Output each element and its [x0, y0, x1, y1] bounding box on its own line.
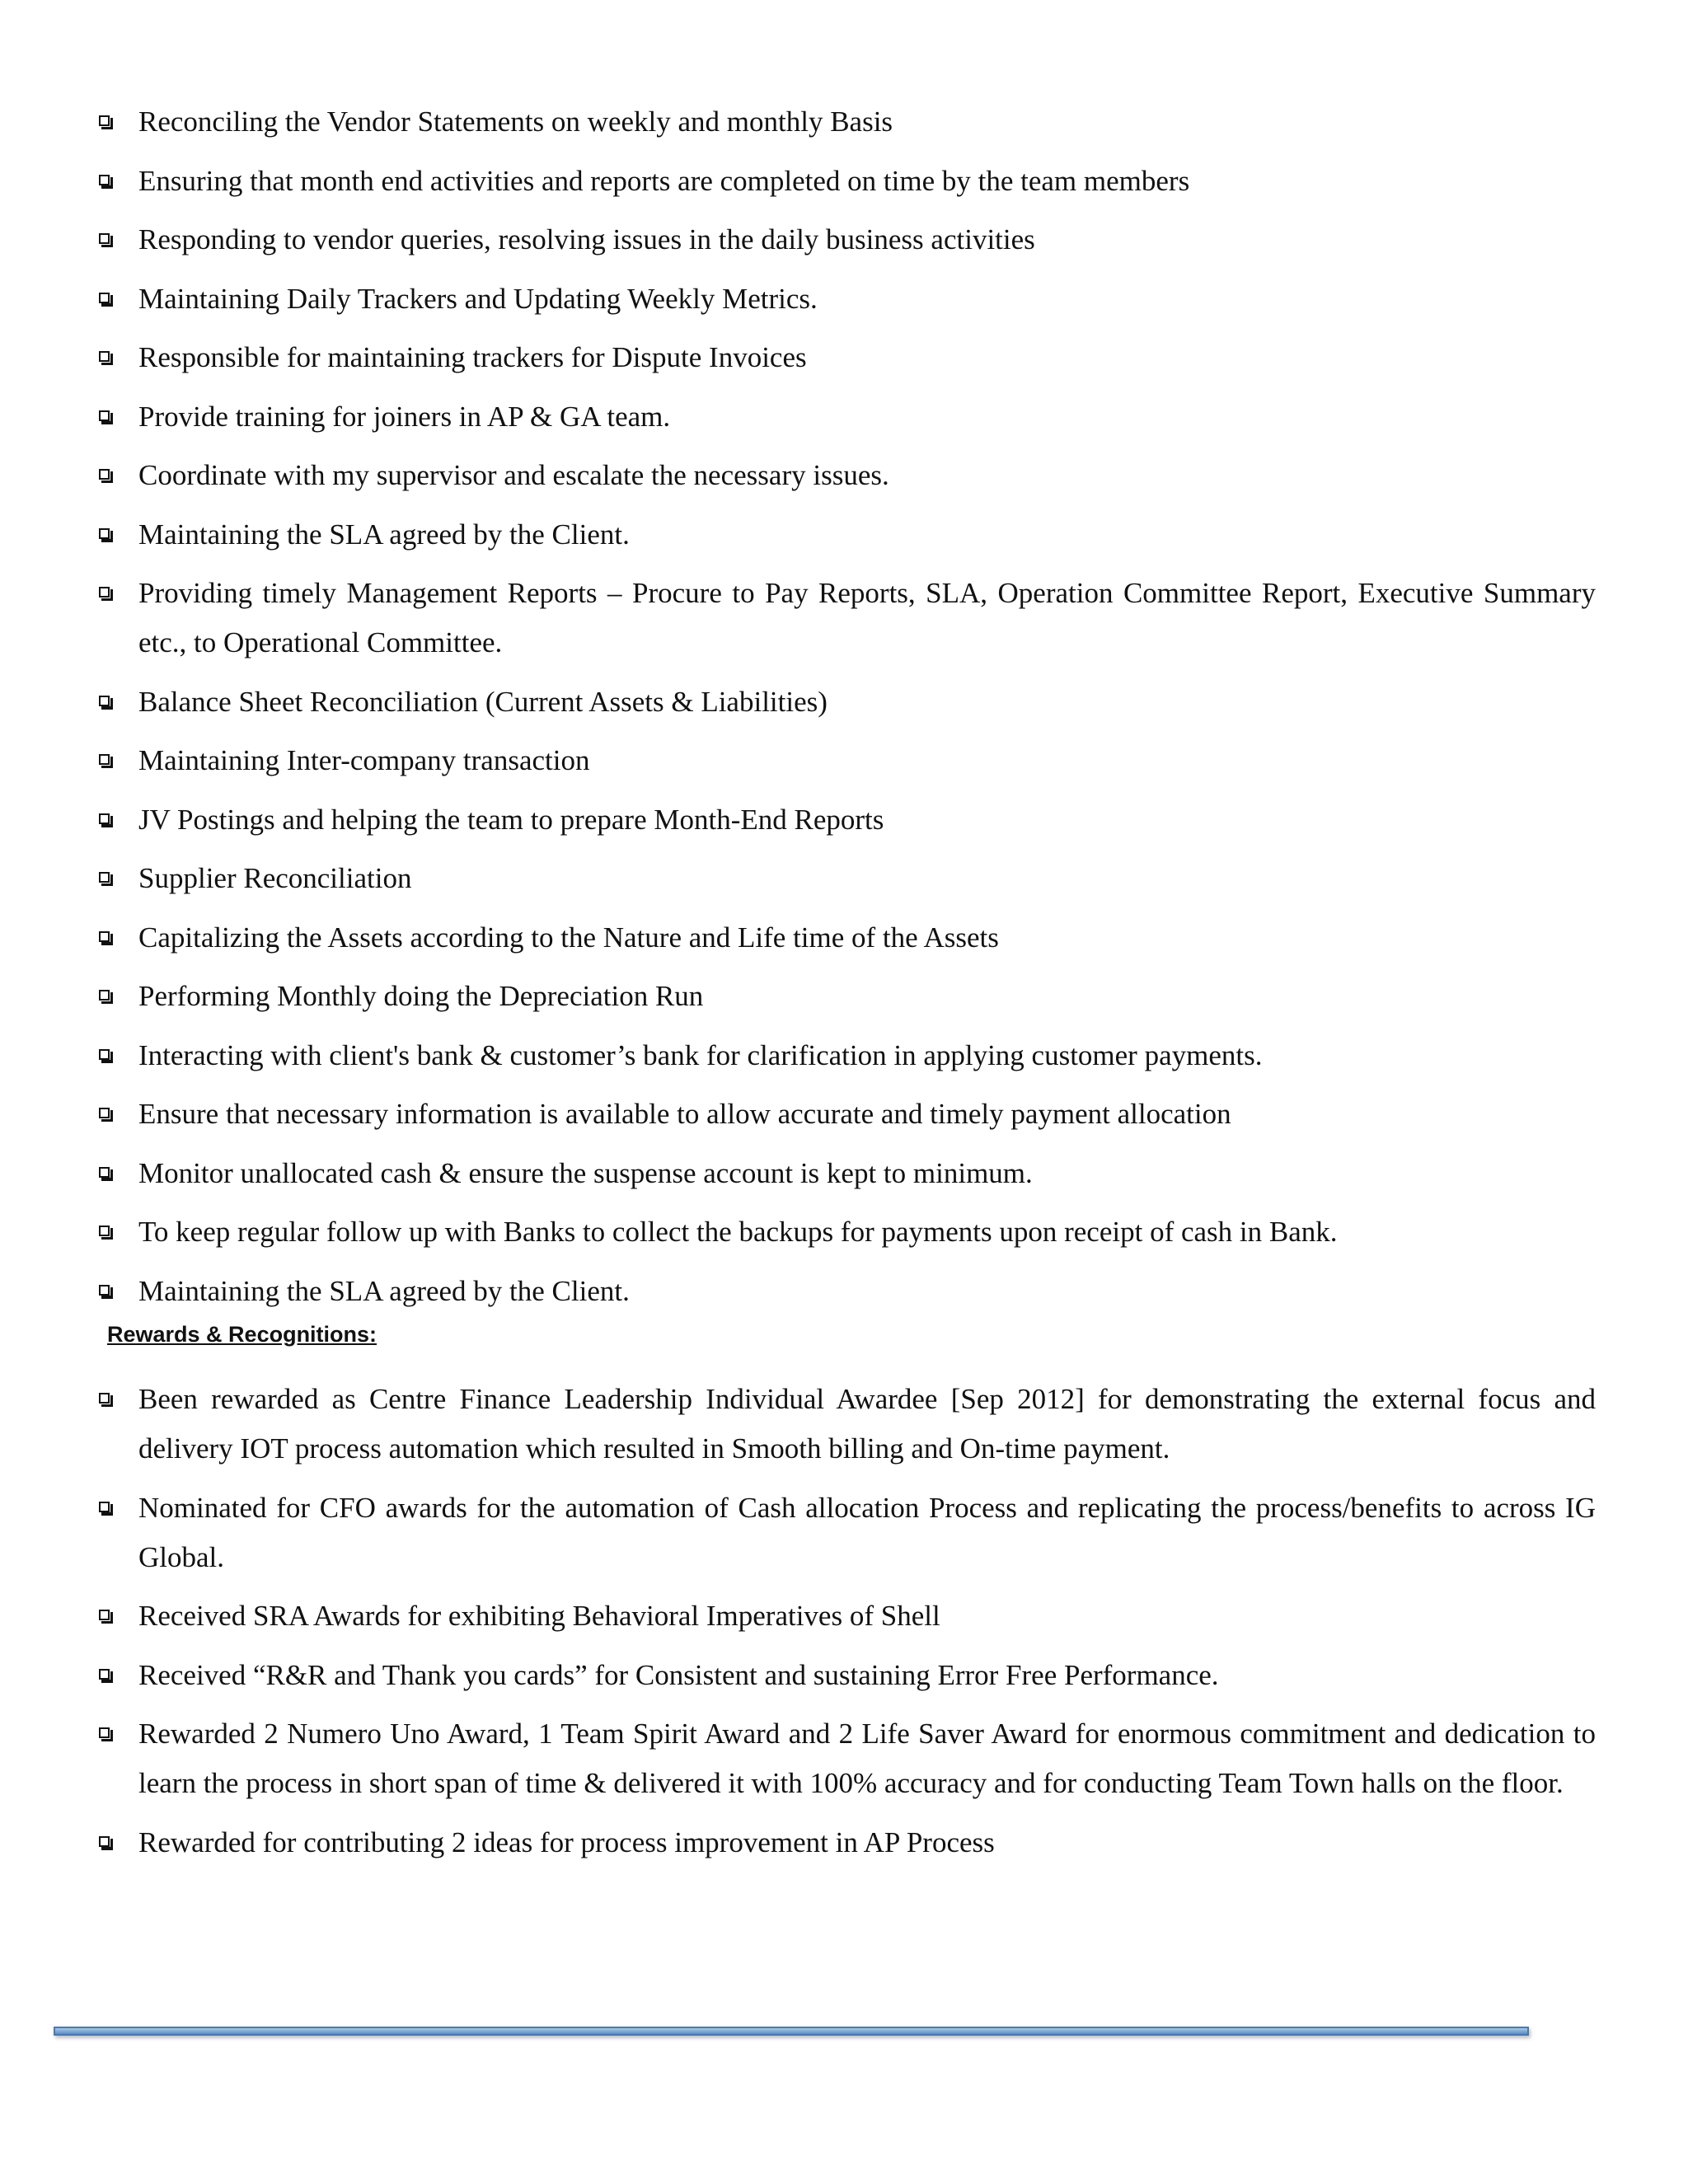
list-item-text: Been rewarded as Centre Finance Leadership Individual Awardee [Sep 2012] for demonstrating the external focus and delivery IOT process automation which resulted in Smooth billing and On-time payment.: [138, 1383, 1596, 1465]
checkbox-bullet-icon: [99, 1727, 110, 1738]
list-item-text: Ensuring that month end activities and reports are completed on time by the team members: [138, 164, 1190, 197]
list-item: [97, 913, 1596, 963]
checkbox-bullet-icon: [99, 1393, 110, 1404]
checkbox-bullet-icon: [99, 813, 110, 824]
list-item-text: Rewarded 2 Numero Uno Award, 1 Team Spirit Award and 2 Life Saver Award for enormous commitment and dedication to learn the process in short span of time & delivered it with 100% accuracy and for conducting Team Town halls on the floor.: [138, 1718, 1596, 1799]
list-item-text: Reconciling the Vendor Statements on weekly and monthly Basis: [138, 105, 893, 138]
resume-page: [97, 97, 1596, 1877]
checkbox-bullet-icon: [99, 1285, 110, 1296]
checkbox-bullet-icon: [99, 1836, 110, 1847]
list-item: [97, 1818, 1596, 1868]
list-item-text: Maintaining the SLA agreed by the Client.: [138, 1274, 630, 1307]
checkbox-bullet-icon: [99, 754, 110, 765]
list-item: [97, 392, 1596, 442]
list-item: [97, 1591, 1596, 1641]
list-item-text: Providing timely Management Reports – Procure to Pay Reports, SLA, Operation Committee Report, Executive Summary etc., to Operational Committee.: [138, 577, 1596, 658]
list-item-text: Rewarded for contributing 2 ideas for process improvement in AP Process: [138, 1825, 995, 1858]
list-item-text: Capitalizing the Assets according to the Nature and Life time of the Assets: [138, 921, 999, 954]
checkbox-bullet-icon: [99, 233, 110, 244]
list-item: [97, 1267, 1596, 1316]
checkbox-bullet-icon: [99, 115, 110, 126]
list-item-text: Received “R&R and Thank you cards” for Consistent and sustaining Error Free Performance.: [138, 1658, 1219, 1691]
list-item-text: Supplier Reconciliation: [138, 862, 412, 894]
checkbox-bullet-icon: [99, 1108, 110, 1118]
checkbox-bullet-icon: [99, 990, 110, 1001]
list-item: [97, 333, 1596, 382]
list-item: [97, 795, 1596, 845]
list-item-text: Monitor unallocated cash & ensure the suspense account is kept to minimum.: [138, 1156, 1033, 1189]
list-item-text: Maintaining the SLA agreed by the Client.: [138, 518, 630, 551]
list-item-text: To keep regular follow up with Banks to collect the backups for payments upon receipt of cash in Bank.: [138, 1216, 1338, 1248]
list-item: [97, 677, 1596, 727]
checkbox-bullet-icon: [99, 1610, 110, 1620]
list-item: [97, 1031, 1596, 1080]
list-item: [97, 510, 1596, 560]
list-item-text: Ensure that necessary information is available to allow accurate and timely payment allocation: [138, 1098, 1231, 1130]
checkbox-bullet-icon: [99, 293, 110, 303]
checkbox-bullet-icon: [99, 175, 110, 185]
list-item-text: JV Postings and helping the team to prepare Month-End Reports: [138, 803, 884, 836]
list-item-text: Nominated for CFO awards for the automation of Cash allocation Process and replicating the process/benefits to across IG Global.: [138, 1491, 1596, 1573]
list-item: [97, 1207, 1596, 1257]
list-item: [97, 1090, 1596, 1139]
list-item: [97, 1375, 1596, 1474]
footer-divider: [54, 2027, 1529, 2036]
list-item-text: Maintaining Inter-company transaction: [138, 744, 590, 776]
list-item-text: Received SRA Awards for exhibiting Behavioral Imperatives of Shell: [138, 1600, 940, 1632]
checkbox-bullet-icon: [99, 1502, 110, 1512]
list-item-text: Coordinate with my supervisor and escalate the necessary issues.: [138, 459, 889, 491]
list-item-text: Performing Monthly doing the Depreciation Run: [138, 980, 704, 1012]
checkbox-bullet-icon: [99, 1049, 110, 1060]
list-item-text: Interacting with client's bank & customer’s bank for clarification in applying customer payments.: [138, 1038, 1263, 1071]
list-item: [97, 1149, 1596, 1198]
list-item-text: Provide training for joiners in AP & GA team.: [138, 400, 671, 433]
responsibilities-list: [97, 97, 1596, 1316]
list-item: [97, 97, 1596, 147]
checkbox-bullet-icon: [99, 696, 110, 706]
list-item: [97, 451, 1596, 500]
list-item: [97, 1651, 1596, 1700]
checkbox-bullet-icon: [99, 1226, 110, 1236]
checkbox-bullet-icon: [99, 410, 110, 421]
list-item: [97, 972, 1596, 1021]
list-item: [97, 215, 1596, 265]
list-item: [97, 736, 1596, 785]
list-item: [97, 854, 1596, 903]
rewards-list: [97, 1375, 1596, 1868]
checkbox-bullet-icon: [99, 469, 110, 480]
list-item: [97, 1483, 1596, 1582]
checkbox-bullet-icon: [99, 528, 110, 539]
list-item: [97, 1709, 1596, 1808]
checkbox-bullet-icon: [99, 1167, 110, 1178]
checkbox-bullet-icon: [99, 931, 110, 942]
list-item-text: Responsible for maintaining trackers for Dispute Invoices: [138, 341, 807, 373]
checkbox-bullet-icon: [99, 351, 110, 362]
checkbox-bullet-icon: [99, 587, 110, 598]
list-item: [97, 157, 1596, 206]
rewards-heading: Rewards & Recognitions:: [107, 1322, 377, 1347]
list-item-text: Balance Sheet Reconciliation (Current Assets & Liabilities): [138, 685, 828, 718]
checkbox-bullet-icon: [99, 872, 110, 883]
list-item: [97, 569, 1596, 668]
list-item-text: Responding to vendor queries, resolving issues in the daily business activities: [138, 223, 1035, 255]
list-item-text: Maintaining Daily Trackers and Updating Weekly Metrics.: [138, 282, 818, 315]
checkbox-bullet-icon: [99, 1669, 110, 1680]
list-item: [97, 274, 1596, 324]
